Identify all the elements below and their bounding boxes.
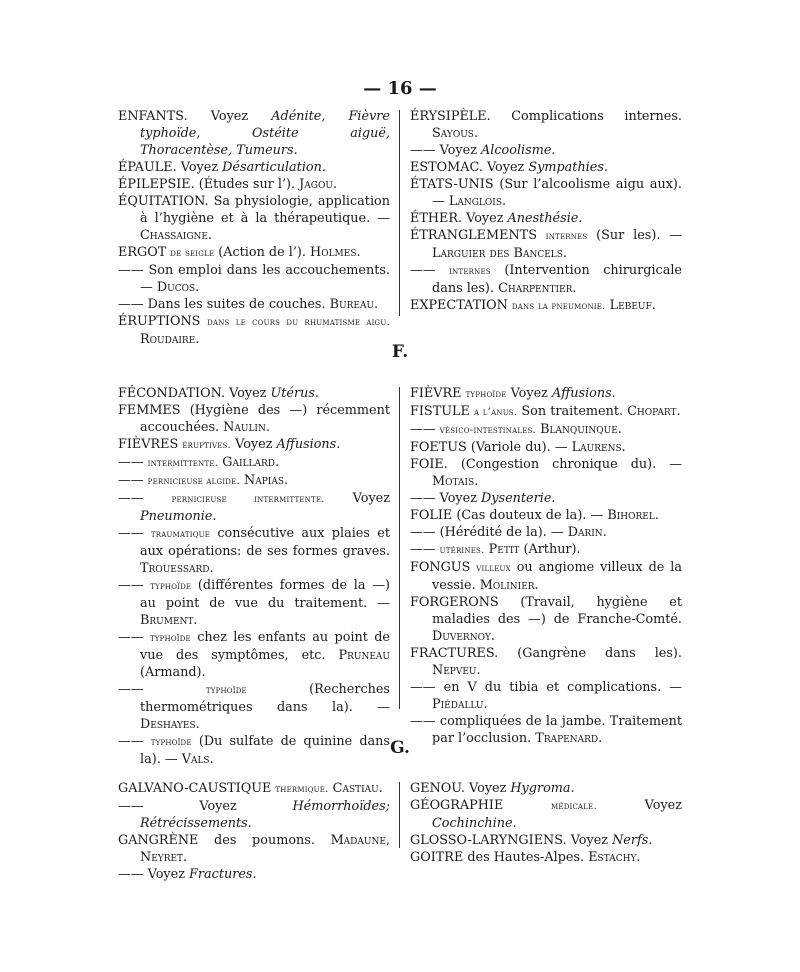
entry-text: FONGUS <box>410 560 477 575</box>
author-name: dans le cours du rhumatisme aigu. <box>207 316 390 328</box>
entry-text: (Du sulfate de quinine dans la). — <box>140 734 390 767</box>
section-heading-f: F. <box>391 342 409 362</box>
index-entry <box>410 849 682 866</box>
author-name: Estachy. <box>588 850 641 865</box>
author-name: Vals. <box>181 752 214 767</box>
entry-text: ÉTRANGLEMENTS <box>410 228 546 243</box>
entry-text: ÉRUPTIONS <box>118 314 208 329</box>
column-divider <box>399 782 400 848</box>
entry-text: FISTULE <box>410 404 474 419</box>
entry-text: (Action de l’). <box>214 245 311 260</box>
entry-text: FIÈVRES <box>118 437 183 452</box>
author-name: Deshayes. <box>140 717 200 732</box>
author-name: Naulin. <box>223 420 270 435</box>
index-entry <box>410 108 682 142</box>
index-entry <box>118 832 390 866</box>
index-entry <box>410 780 682 797</box>
section-heading-g: G. <box>390 738 410 758</box>
author-name: intermittente. <box>147 457 219 469</box>
entry-text: Voyez <box>506 386 552 401</box>
author-name: Brument. <box>140 613 198 628</box>
entry-text: ENFANTS. Voyez <box>118 109 272 124</box>
entry-text: GANGRÈNE des poumons. <box>118 833 331 848</box>
author-name: de seigle <box>170 247 215 259</box>
index-entry <box>410 679 682 713</box>
author-name: Madaune, Neyret. <box>140 833 390 865</box>
author-name: typhoïde <box>205 684 247 696</box>
author-name: Darin. <box>567 525 607 540</box>
entry-text: Son traitement. <box>517 404 628 419</box>
author-name: typhoïde <box>150 736 192 748</box>
author-name: Motais. <box>432 474 479 489</box>
author-name: Roudaire. <box>140 332 200 347</box>
entry-text: GOITRE des Hautes-Alpes. <box>410 850 589 865</box>
entry-text: ÉTHER. Voyez <box>410 211 508 226</box>
entry-text: ERGOT <box>118 245 171 260</box>
column-divider <box>399 387 400 709</box>
author-name: typhoïde <box>149 632 191 644</box>
entry-text: —— Voyez <box>410 143 482 158</box>
entry-text: (Sur les). — <box>587 228 682 243</box>
entry-text: —— <box>118 491 172 506</box>
index-entry <box>118 577 390 629</box>
author-name: éruptives. <box>182 439 232 451</box>
author-name: typhoïde <box>465 388 507 400</box>
author-name: villeux <box>476 562 511 574</box>
page-number: — 16 — <box>363 78 437 99</box>
index-entry <box>118 681 390 733</box>
entry-text: —— <box>118 630 150 645</box>
entry-text: —— Voyez <box>118 799 293 814</box>
index-entry <box>118 490 390 525</box>
entry-text: —— <box>410 263 450 278</box>
author-name: Pruneau <box>338 648 390 663</box>
author-name: Blanquinque. <box>540 422 622 437</box>
index-entry <box>118 629 390 681</box>
cross-reference: Dysenterie. <box>481 491 556 506</box>
entry-text: ESTOMAC. Voyez <box>410 160 529 175</box>
cross-reference: Fractures. <box>189 867 257 882</box>
index-entry <box>410 403 682 421</box>
index-entry <box>118 780 390 798</box>
author-name: pernicieuse intermittente. <box>171 493 325 505</box>
entry-text: ÉRYSIPÈLE. Complications internes. <box>410 109 682 124</box>
entry-text: EXPECTATION <box>410 298 512 313</box>
column-divider <box>399 110 400 316</box>
author-name: Charpentier. <box>498 281 577 296</box>
index-entry <box>410 456 682 490</box>
cross-reference: Cochinchine. <box>432 816 517 831</box>
author-name: Petit <box>488 542 520 557</box>
column-right <box>410 108 682 315</box>
author-name: traumatique <box>150 528 211 540</box>
index-entry <box>410 227 682 262</box>
entry-text: —— compliquées de la jambe. Traitement par l’occlusion. <box>410 714 682 746</box>
author-name: Bureau. <box>329 297 379 312</box>
entry-text: —— <box>118 578 151 593</box>
index-entry <box>410 524 682 541</box>
entry-text: Voyez <box>231 437 277 452</box>
entry-text: —— <box>118 734 151 749</box>
author-name: vésico-intestinales. <box>439 424 537 436</box>
section-f <box>0 385 800 767</box>
index-entry <box>410 439 682 456</box>
cross-reference: Anesthésie. <box>507 211 583 226</box>
cross-reference: Pneumonie. <box>140 509 217 524</box>
author-name: Chopart. <box>627 404 681 419</box>
index-entry <box>118 472 390 490</box>
column-right <box>410 385 682 747</box>
entry-text: FOLIE (Cas douteux de la). — <box>410 508 608 523</box>
index-entry <box>118 108 390 159</box>
author-name: a l’anus. <box>473 406 518 418</box>
author-name: Molinier. <box>479 578 539 593</box>
index-entry <box>118 262 390 296</box>
cross-reference: Nerfs. <box>612 833 653 848</box>
entry-text: FOIE. (Congestion chronique du). — <box>410 457 682 472</box>
author-name: Napias. <box>244 473 289 488</box>
cross-reference: Affusions. <box>276 437 341 452</box>
index-entry <box>118 436 390 454</box>
index-entry <box>410 297 682 315</box>
index-entry <box>118 525 390 577</box>
entry-text: (Arthur). <box>519 542 581 557</box>
entry-text: GÉOGRAPHIE <box>410 798 552 813</box>
column-right <box>410 780 682 866</box>
author-name: Holmes. <box>310 245 361 260</box>
entry-text: —— <box>118 682 206 697</box>
cross-reference: Affusions. <box>551 386 616 401</box>
index-entry <box>118 176 390 193</box>
cross-reference: Désarticulation. <box>222 160 326 175</box>
author-name: Trouessard. <box>140 561 214 576</box>
cross-reference: Adénite, Fièvre typhoïde, Ostéite aiguë, Thoracentèse, Tumeurs. <box>140 109 390 158</box>
index-entry <box>410 262 682 297</box>
author-name: Sayous. <box>432 126 479 141</box>
index-entry <box>410 507 682 524</box>
entry-text: —— Voyez <box>118 867 190 882</box>
section-g <box>0 780 800 882</box>
index-entry <box>410 832 682 849</box>
author-name: Jagou. <box>299 177 338 192</box>
author-name: utérines. <box>439 544 485 556</box>
entry-text: (Recherches thermométriques dans la). — <box>140 682 390 715</box>
index-entry <box>118 402 390 436</box>
entry-text: Voyez <box>596 798 682 813</box>
entry-text: —— Dans les suites de couches. <box>118 297 330 312</box>
entry-text: chez les enfants au point de vue des symptômes, etc. <box>140 630 390 663</box>
entry-text: —— <box>410 422 440 437</box>
entry-text: GENOU. Voyez <box>410 781 511 796</box>
author-name: dans la pneumonie. <box>511 300 606 312</box>
author-name: Laurens. <box>571 440 626 455</box>
entry-text: —— en V du tibia et complications. — <box>410 680 682 695</box>
author-name: Castiau. <box>332 781 383 796</box>
index-entry <box>410 142 682 159</box>
entry-text: (Armand). <box>140 665 206 680</box>
cross-reference: Alcoolisme. <box>481 143 556 158</box>
entry-text: GALVANO-CAUSTIQUE <box>118 781 276 796</box>
index-entry <box>410 559 682 594</box>
entry-text: consécutive aux plaies et aux opérations: de ses formes graves. <box>140 526 390 559</box>
index-entry <box>118 454 390 472</box>
entry-text: ÉPAULE. Voyez <box>118 160 223 175</box>
index-entry <box>410 541 682 559</box>
index-entry <box>118 159 390 176</box>
index-entry <box>118 866 390 883</box>
author-name: pernicieuse algide. <box>147 475 240 487</box>
entry-text: ÉPILEPSIE. (Études sur l’). <box>118 177 300 192</box>
entry-text: —— <box>410 542 440 557</box>
entry-text: FIÈVRE <box>410 386 466 401</box>
entry-text: —— Son emploi dans les accouchements. — <box>118 263 390 295</box>
author-name: internes <box>545 230 588 242</box>
author-name: Lebeuf. <box>609 298 656 313</box>
entry-text: ou angiome villeux de la vessie. <box>432 560 682 593</box>
index-entry <box>410 210 682 227</box>
index-entry <box>118 244 390 262</box>
cross-reference: Hygroma. <box>510 781 575 796</box>
index-entry <box>410 645 682 679</box>
entry-text: FORGERONS (Travail, hygiène et maladies des —) de Franche-Comté. <box>410 595 682 627</box>
entry-text: —— <box>118 455 148 470</box>
cross-reference: Sympathies. <box>528 160 608 175</box>
cross-reference: Hémorrhoïdes; Rétrécissements. <box>140 799 390 831</box>
author-name: typhoïde <box>150 580 192 592</box>
author-name: Larguier des Bancels. <box>432 246 567 261</box>
author-name: internes <box>449 265 491 277</box>
entry-text: FEMMES (Hygiène des —) récemment accouchées. <box>118 403 390 435</box>
entry-text: —— <box>118 473 148 488</box>
index-entry <box>410 421 682 439</box>
entry-text: FRACTURES. (Gangrène dans les). <box>410 646 682 661</box>
index-entry <box>118 798 390 832</box>
author-name: Langlois. <box>448 194 507 209</box>
index-entry <box>410 490 682 507</box>
author-name: Ducos. <box>156 280 200 295</box>
index-entry <box>118 385 390 402</box>
index-entry <box>410 797 682 832</box>
index-entry <box>410 159 682 176</box>
cross-reference: Utérus. <box>270 386 319 401</box>
column-left <box>118 385 390 768</box>
entry-text: Voyez <box>324 491 390 506</box>
index-entry <box>410 594 682 645</box>
entry-text: —— <box>118 526 151 541</box>
entry-text: FÉCONDATION. Voyez <box>118 386 271 401</box>
entry-text: (différentes formes de la —) au point de vue du traitement. — <box>140 578 390 611</box>
index-entry <box>410 176 682 210</box>
entry-text: ÉTATS-UNIS (Sur l’alcoolisme aigu aux). — <box>410 177 682 209</box>
author-name: Trapenard. <box>535 731 603 746</box>
entry-text: FOETUS (Variole du). — <box>410 440 572 455</box>
index-entry <box>118 296 390 313</box>
author-name: Piédallu. <box>432 697 488 712</box>
author-name: Duvernoy. <box>432 629 495 644</box>
entry-text: —— Voyez <box>410 491 482 506</box>
author-name: médicale. <box>551 800 597 812</box>
entry-text: —— (Hérédité de la). — <box>410 525 568 540</box>
section-e <box>0 108 800 347</box>
author-name: Bihorel. <box>607 508 659 523</box>
index-entry <box>118 193 390 244</box>
entry-text: (Intervention chirurgicale dans les). <box>432 263 682 296</box>
author-name: Gaillard. <box>222 455 280 470</box>
index-entry <box>410 385 682 403</box>
column-left <box>118 780 390 883</box>
entry-text: GLOSSO-LARYNGIENS. Voyez <box>410 833 613 848</box>
author-name: Chassaigne. <box>140 228 213 243</box>
entry-text: ÉQUITATION. Sa physiologie, application à l’hygiène et à la thérapeutique. — <box>118 194 390 226</box>
column-left <box>118 108 390 348</box>
author-name: Nepveu. <box>432 663 481 678</box>
author-name: thermique. <box>275 783 329 795</box>
